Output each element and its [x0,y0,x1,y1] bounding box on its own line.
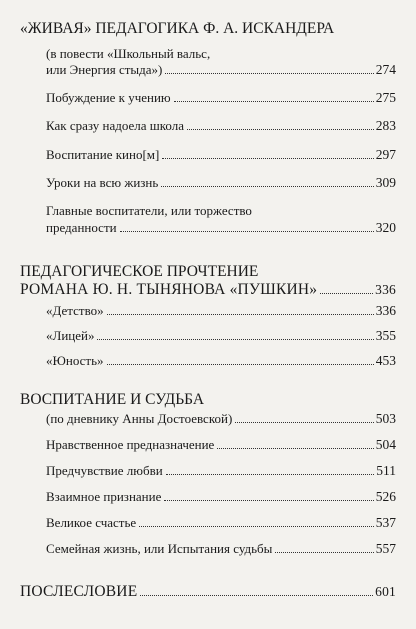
toc-entry-page: 504 [375,437,396,452]
leader-dots [139,526,374,527]
toc-entry-page: 453 [375,353,396,368]
toc-entry [46,463,396,479]
toc-entry-label: Побуждение к учению [46,90,171,105]
toc-entry-page: 537 [375,515,396,530]
leader-dots [166,474,375,475]
toc-entry [46,90,396,106]
toc-entry-label: «Детство» [46,303,104,318]
toc-entry [46,328,396,344]
section-title-afterword [20,583,396,601]
section-title-dostoevskaya: ВОСПИТАНИЕ И СУДЬБА [20,391,205,408]
toc-entry-page: 309 [375,175,396,190]
toc-entry-page: 503 [375,411,396,426]
toc-entry-label: Великое счастье [46,515,137,530]
toc-entry-label: «Лицей» [46,328,95,343]
toc-entry-subtitle-iskander [46,62,396,78]
toc-entry [46,437,396,453]
leader-dots [235,422,373,423]
toc-entry-page: 274 [375,62,396,77]
toc-entry-label: Взаимное признание [46,489,162,504]
toc-entry-label: Нравственное предназначение [46,437,215,452]
toc-entry-label: Семейная жизнь, или Испытания судьбы [46,541,273,556]
toc-entry-page: 557 [375,541,396,556]
toc-entry-label: Воспитание кино[м] [46,147,160,162]
toc-entry [46,220,396,236]
section-title-line2: РОМАНА Ю. Н. ТЫНЯНОВА «ПУШКИН» [20,281,318,298]
leader-dots [275,552,373,553]
toc-entry-label: преданности [46,220,117,235]
section-title-tynyanov [20,281,396,299]
toc-entry [46,515,396,531]
leader-dots [187,129,374,130]
toc-entry [46,541,396,557]
toc-entry [46,175,396,191]
toc-entry-page: 283 [375,118,396,133]
toc-entry-page: 336 [375,282,396,297]
toc-entry-label: «Юность» [46,353,104,368]
toc-entry-page: 511 [376,463,396,478]
section-title: ПОСЛЕСЛОВИЕ [20,583,138,600]
leader-dots [97,339,373,340]
toc-entry-page: 355 [375,328,396,343]
toc-entry [46,303,396,319]
toc-entry-page: 297 [375,147,396,162]
toc-entry-page: 601 [375,584,396,599]
toc-entry [46,118,396,134]
leader-dots [107,314,374,315]
leader-dots [320,293,373,294]
leader-dots [161,186,373,187]
leader-dots [164,500,373,501]
toc-entry [46,147,396,163]
section-title-iskander: «ЖИВАЯ» ПЕДАГОГИКА Ф. А. ИСКАНДЕРА [20,20,335,37]
section-title-tynyanov-line1: ПЕДАГОГИЧЕСКОЕ ПРОЧТЕНИЕ [20,263,259,280]
leader-dots [165,73,373,74]
toc-entry-page: 275 [375,90,396,105]
toc-entry-page: 526 [375,489,396,504]
toc-entry-label: или Энергия стыда») [46,62,163,77]
leader-dots [107,364,374,365]
toc-entry-label: Как сразу надоела школа [46,118,185,133]
leader-dots [120,231,374,232]
toc-entry-subtitle-dostoevskaya [46,411,396,427]
toc-entry-page: 336 [375,303,396,318]
leader-dots [162,158,373,159]
toc-entry [46,489,396,505]
toc-entry-label: Уроки на всю жизнь [46,175,159,190]
section-subtitle-line1: (в повести «Школьный вальс, [46,46,211,61]
toc-entry-label-line1: Главные воспитатели, или торжество [46,203,252,218]
toc-entry-label: Предчувствие любви [46,463,163,478]
toc-entry-page: 320 [375,220,396,235]
leader-dots [140,595,373,596]
toc-entry-label: (по дневнику Анны Достоевской) [46,411,233,426]
leader-dots [217,448,373,449]
leader-dots [174,101,374,102]
toc-entry [46,353,396,369]
